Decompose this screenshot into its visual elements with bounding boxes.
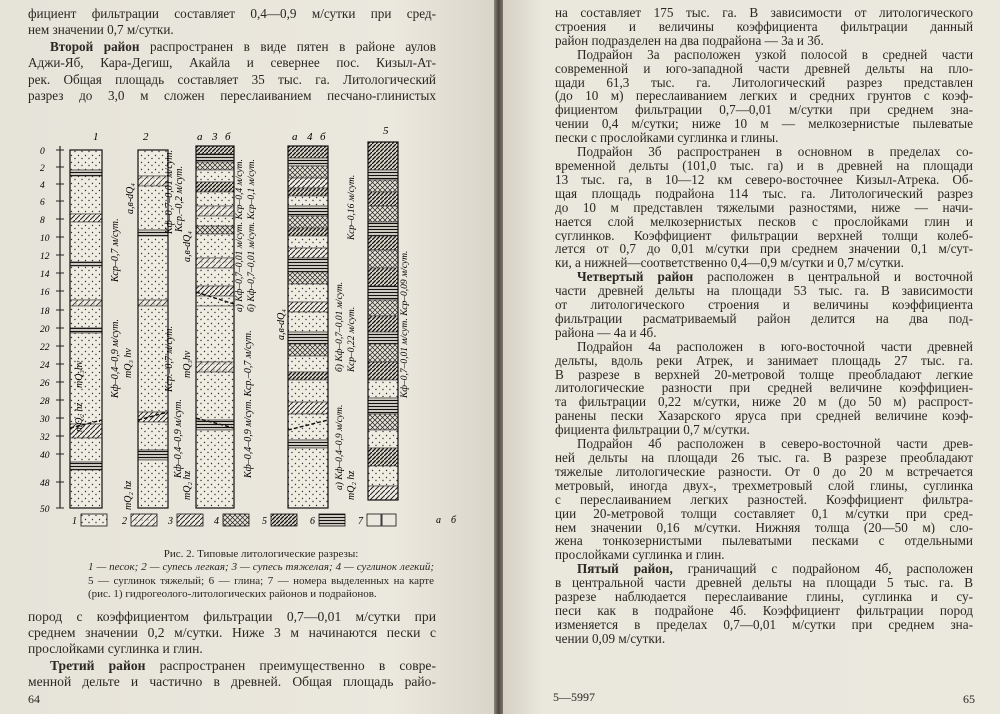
layer (288, 206, 328, 216)
layer (288, 188, 328, 196)
layer (70, 462, 102, 470)
depth-tick-label: 28 (40, 397, 50, 407)
text-line: пески с прослойками суглинка и глины. (555, 131, 779, 146)
annotation: Кф–0,4–0,9 м/сут. (173, 398, 184, 478)
text-line: нем значении 0,7 м/сутки. (28, 22, 174, 38)
right-text (555, 6, 973, 646)
layer (368, 300, 398, 316)
legend-number: 2 (122, 516, 127, 527)
text-line: (до 10 м) переслаиванием легких и средних грунтов с коэф- (555, 89, 973, 104)
layer (368, 142, 398, 170)
text-line: щади 61,3 тыс. га. Литологический разрез представлен (555, 75, 973, 90)
layer (288, 302, 328, 312)
text-line: Аджи-Яб, Кара-Дегиш, Акайла и севернее пос. Кизыл-Ат- (28, 55, 436, 71)
text-line: временной дельты (101,0 тыс. га) и в древней на площади (555, 158, 973, 173)
annotation: mQ₂ hz (182, 470, 193, 500)
layer (70, 266, 102, 300)
layer (70, 306, 102, 328)
layer (288, 402, 328, 414)
text-line: нается слой мелкозернистых песков с прослойками глин и (555, 214, 973, 229)
layer (196, 226, 234, 234)
depth-tick-label: 22 (40, 343, 50, 353)
layer (196, 420, 234, 430)
layer (70, 214, 102, 222)
text-line: щая площадь подрайона 114 тыс. га. Литологический разрез (555, 186, 973, 201)
layer (368, 206, 398, 222)
depth-tick-label: 16 (40, 288, 50, 298)
layer (288, 158, 328, 166)
text-line: чении 0,4 м/сутки; ниже 10 м — мелкозернистые пылеватые (555, 117, 973, 132)
layer (368, 236, 398, 250)
text-line: 13 тыс. га, в 10—12 км северо-восточнее Кизыл-Атрека. Об- (555, 172, 973, 187)
layer (368, 448, 398, 466)
text-line: в центральной части древней дельты на площади 5 тыс. га. В (555, 576, 973, 591)
text-line: пород с коэффициентом фильтрации 0,7—0,01 м/сутки при (28, 609, 436, 624)
layer (288, 448, 328, 508)
legend-label-a: а (436, 515, 441, 526)
text-line: та фильтрации 0,22 м/сутки, ниже 20 м (до 50 м) распрост- (555, 395, 973, 410)
depth-tick-label: 18 (40, 307, 50, 317)
layer (196, 362, 234, 372)
layer (368, 430, 398, 448)
annotation: а) Кф–0,7–0,01 м/сут. Кср–0,4 м/сут. (235, 159, 245, 312)
text-line: прослойками суглинка и глин. (555, 548, 725, 563)
layer (288, 146, 328, 158)
layer (70, 222, 102, 262)
depth-tick-label: 48 (40, 479, 50, 489)
layer (288, 236, 328, 248)
text-line: лется от 0,7 до 0,01 м/сутки при среднем значении 0,1 м/сут- (555, 242, 973, 257)
depth-tick-label: 26 (40, 379, 50, 389)
annotation: mQ₂ hz (74, 402, 85, 432)
depth-tick-label: 2 (40, 164, 45, 174)
layer (138, 460, 168, 508)
depth-tick-label: 14 (40, 270, 50, 280)
page-number-left: 64 (28, 692, 40, 706)
annotation: mQ₃hv (74, 360, 85, 388)
layer (196, 146, 234, 154)
annotation: б) Кф–0,7–0,01 м/сут. (335, 281, 345, 372)
caption-line: 5 — суглинок тяжелый; 6 — глина; 7 — номера выделенных на карте (88, 574, 434, 587)
text-line: район подразделен на два подрайона — 3а и 3б. (555, 33, 824, 48)
depth-tick-label: 50 (40, 505, 50, 515)
layer (196, 430, 234, 508)
layer (70, 262, 102, 266)
annotation: Кф–0,4–0,9 м/сут. (110, 318, 121, 398)
layer (368, 344, 398, 362)
layer (288, 166, 328, 178)
layer (368, 286, 398, 300)
page-number-right: 65 (963, 692, 975, 706)
bold-text: Пятый район, (577, 562, 673, 577)
text-line: ней дельты на площади 26 тыс. га. В разрезе преобладают (555, 451, 973, 465)
text-line: фильтрации расматриваемый район делится на два под- (555, 311, 973, 326)
figure-caption (88, 548, 434, 602)
depth-tick-label: 0 (40, 147, 45, 157)
lithology-figure (0, 0, 494, 540)
text-line: Пятый район, граничащий с подрайоном 4б, расположен (577, 562, 973, 577)
depth-tick-label: 8 (40, 216, 45, 226)
text-line: разрез до 3,0 м сложен переслаиванием песчано-глинистых (28, 88, 436, 104)
layer (288, 228, 328, 236)
text-line: ранены пески Хазарского яруса при средней величине коэф- (555, 409, 973, 424)
text-line: фициента фильтрации 0,7 м/сутки. (555, 423, 750, 438)
layer (138, 236, 168, 300)
column-number-5: 5 (383, 125, 389, 137)
right-page (503, 0, 1000, 714)
layer (196, 182, 234, 192)
legend-label-b: б (451, 515, 457, 526)
layer (288, 380, 328, 402)
legend-number: 6 (310, 516, 315, 527)
annotation: а) Кф–0,4–0,9 м/сут. (335, 404, 345, 490)
bold-text: Второй район (50, 38, 140, 54)
text-line: Подрайон 3б распространен в основном в пределах со- (577, 145, 973, 159)
annotation: mQ₂ hz (346, 470, 357, 500)
annotation: Кср.–0,7 м/сут. (164, 325, 175, 392)
text-line: современной и юго-западной части древней дельты на пло- (555, 61, 973, 76)
lithology-column-3 (196, 146, 234, 508)
layer (288, 248, 328, 258)
layer (196, 372, 234, 420)
depth-tick-label: 30 (40, 415, 50, 425)
annotation: Кср–0,7 м/сут. (110, 218, 121, 282)
legend-swatch (131, 514, 157, 526)
figure-legend (72, 514, 396, 527)
text-line: песи как в подрайоне 4б. Коэффициент фильтрации пород (555, 603, 973, 618)
column-number-3b: б (225, 131, 231, 143)
text-fragment: распространен в виде пятен в районе аулов (150, 38, 436, 54)
layer (368, 414, 398, 430)
legend-swatch (271, 514, 297, 526)
text-line: В разрезе в верхней 20-метровой толще преобладают легкие (555, 367, 973, 382)
layer (138, 450, 168, 460)
text-line: суглинков. Коэффициент фильтрации верхней толщи колеб- (555, 228, 973, 243)
text-line: Подрайон 4б расположен в северо-восточной части древ- (577, 437, 973, 451)
caption-title: Рис. 2. Типовые литологические разрезы: (163, 548, 359, 560)
legend-box-a (367, 514, 381, 526)
text-line: дельты, вдоль реки Атрек, и занимает площадь 27 тыс. га. (555, 353, 973, 368)
layer (196, 170, 234, 182)
layer (70, 328, 102, 333)
layer (288, 284, 328, 302)
layer (196, 258, 234, 268)
text-line: с переслаиванием легких разностей. Коэффициент фильтра- (555, 492, 973, 507)
text-line: чении 0,09 м/сутки. (555, 631, 666, 646)
legend-swatch (81, 514, 107, 526)
legend-number: 1 (72, 516, 77, 527)
layer (288, 414, 328, 440)
text-line: среднем значении 0,2 м/сутки. Ниже 3 м начинаются пески с (28, 625, 436, 641)
left-text-bottom (28, 609, 436, 690)
text-line: Подрайон 4а расположен в юго-восточной части древней (577, 339, 973, 354)
text-fragment: распространен преимущественно в совре- (159, 657, 436, 673)
legend-number: 7 (358, 516, 363, 527)
legend-number: 5 (262, 516, 267, 527)
annotation: Кф–0,7–0,01 м/сут. (164, 149, 175, 234)
layer (70, 170, 102, 176)
layer (368, 192, 398, 206)
legend-number: 4 (214, 516, 219, 527)
text-line: прослойками суглинка и глин. (28, 641, 203, 657)
column-number-4: 4 (307, 131, 313, 143)
layer (288, 372, 328, 380)
layer (70, 470, 102, 508)
depth-tick-label: 10 (40, 234, 50, 244)
text-line: Подрайон 3а расположен узкой полосой в средней части (577, 47, 973, 62)
legend-swatch (319, 514, 345, 526)
left-page (0, 0, 494, 714)
text-line: Четвертый район расположен в центральной и восточной (577, 270, 973, 285)
text-line: изменяется в пределах 0,7—0,01 м/сутки при среднем зна- (555, 617, 973, 632)
layer (288, 216, 328, 228)
annotation: а,в-dQ₄ (276, 309, 287, 340)
layer (368, 380, 398, 398)
layer (368, 180, 398, 192)
annotation: Кср–0,22 м/сут. (347, 306, 357, 372)
text-line: фициентом фильтрации 0,7—0,01 м/сутки при среднем зна- (555, 103, 973, 118)
legend-swatch (223, 514, 249, 526)
annotation: а,в-dQ₄ (182, 231, 193, 262)
layer (70, 150, 102, 170)
text-line: от литологического строения и величины коэффициента (555, 298, 973, 312)
layer (288, 196, 328, 206)
annotation: mQ₃hv (182, 350, 193, 378)
caption-line: 1 — песок; 2 — супесь легкая; 3 — супесь тяжелая; 4 — суглинок легкий; (88, 561, 434, 574)
text-line: строения и величины коэффициента фильтрации данный (555, 19, 973, 34)
layer (368, 486, 398, 500)
annotation: Кф–0,4–0,9 м/сут. Кср.–0,7 м/сут. (243, 330, 254, 478)
layer (368, 250, 398, 268)
bold-text: Третий район (50, 657, 146, 673)
layer (368, 268, 398, 286)
depth-tick-label: 32 (40, 433, 50, 443)
layer (196, 268, 234, 286)
annotation: а,в-dQ₄ (125, 183, 136, 214)
layer (70, 176, 102, 214)
layer (288, 356, 328, 372)
column-number-1: 1 (93, 131, 99, 143)
depth-tick-label: 6 (40, 198, 45, 208)
layer (288, 332, 328, 344)
text-line: до 10 м представлен тяжелыми разностями, ниже — начи- (555, 200, 973, 215)
text-line: литологические разности при средней величине коэффициен- (555, 381, 973, 396)
annotation: б) Кф–0,7–0,01 м/сут. Кср–0,1 м/сут. (247, 158, 257, 312)
legend-swatch (177, 514, 203, 526)
text-line: района — 4а и 4б. (555, 325, 657, 340)
layer (288, 258, 328, 272)
text-line: части древней дельты на площади 53 тыс. га. В зависимости (555, 284, 973, 299)
layer (196, 216, 234, 226)
layer (196, 192, 234, 206)
layer (288, 344, 328, 356)
annotation: mQ₂ hz (123, 480, 134, 510)
text-line: ки, а нижней—соответственно 0,4—0,9 м/сутки и 0,7 м/сутки. (555, 256, 904, 271)
text-line: нем значении 0,16 м/сутки. Нижняя толща (20—50 м) сло- (555, 520, 973, 535)
layer (196, 234, 234, 258)
column-number-3a: а (197, 131, 203, 143)
lithology-column-5 (368, 142, 398, 500)
layer (368, 332, 398, 344)
depth-tick-label: 4 (40, 181, 45, 191)
text-line: тяжелые литологические разности. От 0 до 20 м встречается (555, 464, 973, 479)
bold-text: Четвертый район (577, 270, 694, 285)
caption-line: (рис. 1) гидрогеолого-литологических районов и подрайонов. (88, 588, 377, 601)
signature-mark: 5—5997 (553, 690, 595, 704)
depth-tick-label: 40 (40, 451, 50, 461)
text-line: метровый, иногда двух-, трехметровый слой глины, суглинка (555, 478, 973, 493)
depth-tick-label: 20 (40, 325, 50, 335)
legend-box-b (382, 514, 396, 526)
lithology-column-1 (70, 150, 102, 508)
text-line: менной дельте и частично в древней. Общая площадь райо- (28, 673, 436, 689)
text-line: на составляет 175 тыс. га. В зависимости от литологического (555, 6, 973, 20)
layer (138, 300, 168, 306)
annotation: mQ₃ hv (123, 348, 134, 378)
text-line: фициент фильтрации составляет 0,4—0,9 м/сутки при сред- (28, 6, 436, 21)
layer (368, 398, 398, 414)
layer (368, 316, 398, 332)
layer (196, 162, 234, 170)
layer (368, 466, 398, 486)
layer (368, 362, 398, 380)
depth-tick-label: 24 (40, 361, 50, 371)
layer (368, 222, 398, 236)
column-number-4a: а (292, 131, 298, 143)
layer (70, 300, 102, 306)
annotation: Кср.–0,2 м/сут. (174, 165, 185, 232)
column-number-4b: б (320, 131, 326, 143)
layer (70, 438, 102, 462)
layer (138, 422, 168, 450)
lithology-column-4 (288, 146, 328, 508)
column-number-3: 3 (212, 131, 218, 143)
layer (196, 206, 234, 216)
layer (288, 178, 328, 188)
layer (196, 306, 234, 362)
layer (288, 440, 328, 448)
layer (288, 312, 328, 332)
text-line-third-district (28, 658, 436, 674)
text-line: ции 20-метровой толщи составляет 0,1 м/сутки при сред- (555, 506, 973, 521)
book-gutter (494, 0, 503, 714)
text-line: рек. Общая площадь составляет 35 тыс. га. Литологический (28, 71, 436, 87)
depth-tick-label: 12 (40, 252, 50, 262)
depth-scale (39, 146, 64, 515)
layer (196, 154, 234, 162)
layer (288, 272, 328, 284)
text-line: разрезе наблюдается переслаивание глины, суглинка и су- (555, 590, 973, 604)
column-number-2: 2 (143, 131, 149, 143)
annotation: Кср–0,16 м/сут. (347, 174, 357, 240)
layer (368, 170, 398, 180)
text-line: жена тонкозернистыми пылеватыми песками с отдельными (555, 534, 973, 549)
legend-number: 3 (168, 516, 173, 527)
annotation: Кф–0,7–0,01 м/сут. Кср–0,09 м/сут. (400, 250, 410, 398)
